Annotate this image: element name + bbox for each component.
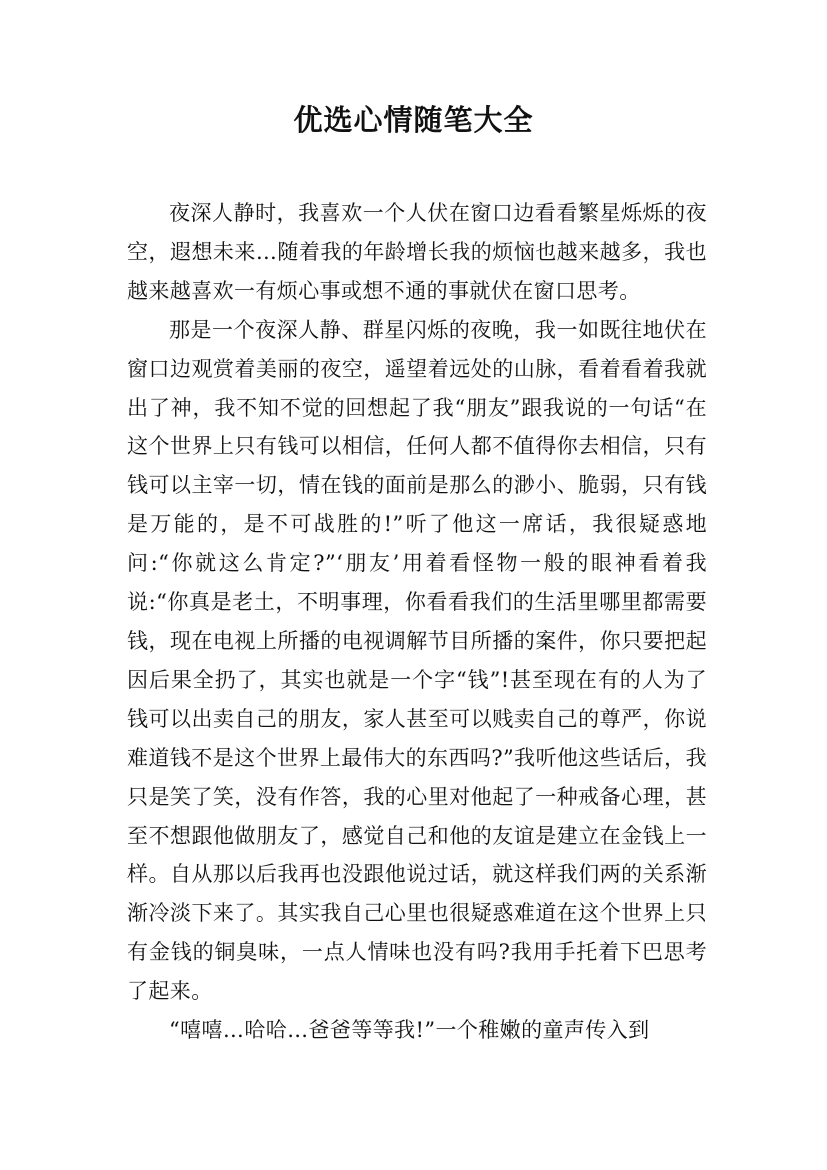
document-body: [127, 194, 707, 1050]
paragraph-3: “嘻嘻…哈哈…爸爸等等我!”一个稚嫩的童声传入到: [169, 1018, 650, 1043]
paragraph-1: 夜深人静时，我喜欢一个人伏在窗口边看看繁星烁烁的夜空，遐想未来…随着我的年龄增长我的烦恼也越来越多，我也越来越喜欢一有烦心事或想不通的事就伏在窗口思考。: [127, 201, 707, 303]
paragraph-2: 那是一个夜深人静、群星闪烁的夜晚，我一如既往地伏在窗口边观赏着美丽的夜空，遥望着远处的山脉，看着看着我就出了神，我不知不觉的回想起了我“朋友”跟我说的一句话“在这个世界上只有钱可以相信，任何人都不值得你去相信，只有钱可以主宰一切，情在钱的面前是那么的渺小、脆弱，只有钱是万能的，是不可战胜的!”听了他这一席话，我很疑惑地问:“你就这么肯定?”‘朋友’用着看怪物一般的眼神看着我说:“你真是老土，不明事理，你看看我们的生活里哪里都需要钱，现在电视上所播的电视调解节目所播的案件，你只要把起因后果全扔了，其实也就是一个字“钱”!甚至现在有的人为了钱可以出卖自己的朋友，家人甚至可以贱卖自己的尊严，你说难道钱不是这个世界上最伟大的东西吗?”我听他这些话后，我只是笑了笑，没有作答，我的心里对他起了一种戒备心理，甚至不想跟他做朋友了，感觉自己和他的友谊是建立在金钱上一样。自从那以后我再也没跟他说过话，就这样我们两的关系渐渐冷淡下来了。其实我自己心里也很疑惑难道在这个世界上只有金钱的铜臭味，一点人情味也没有吗?我用手托着下巴思考了起来。: [127, 317, 707, 1004]
document-title: 优选心情随笔大全: [293, 103, 534, 137]
